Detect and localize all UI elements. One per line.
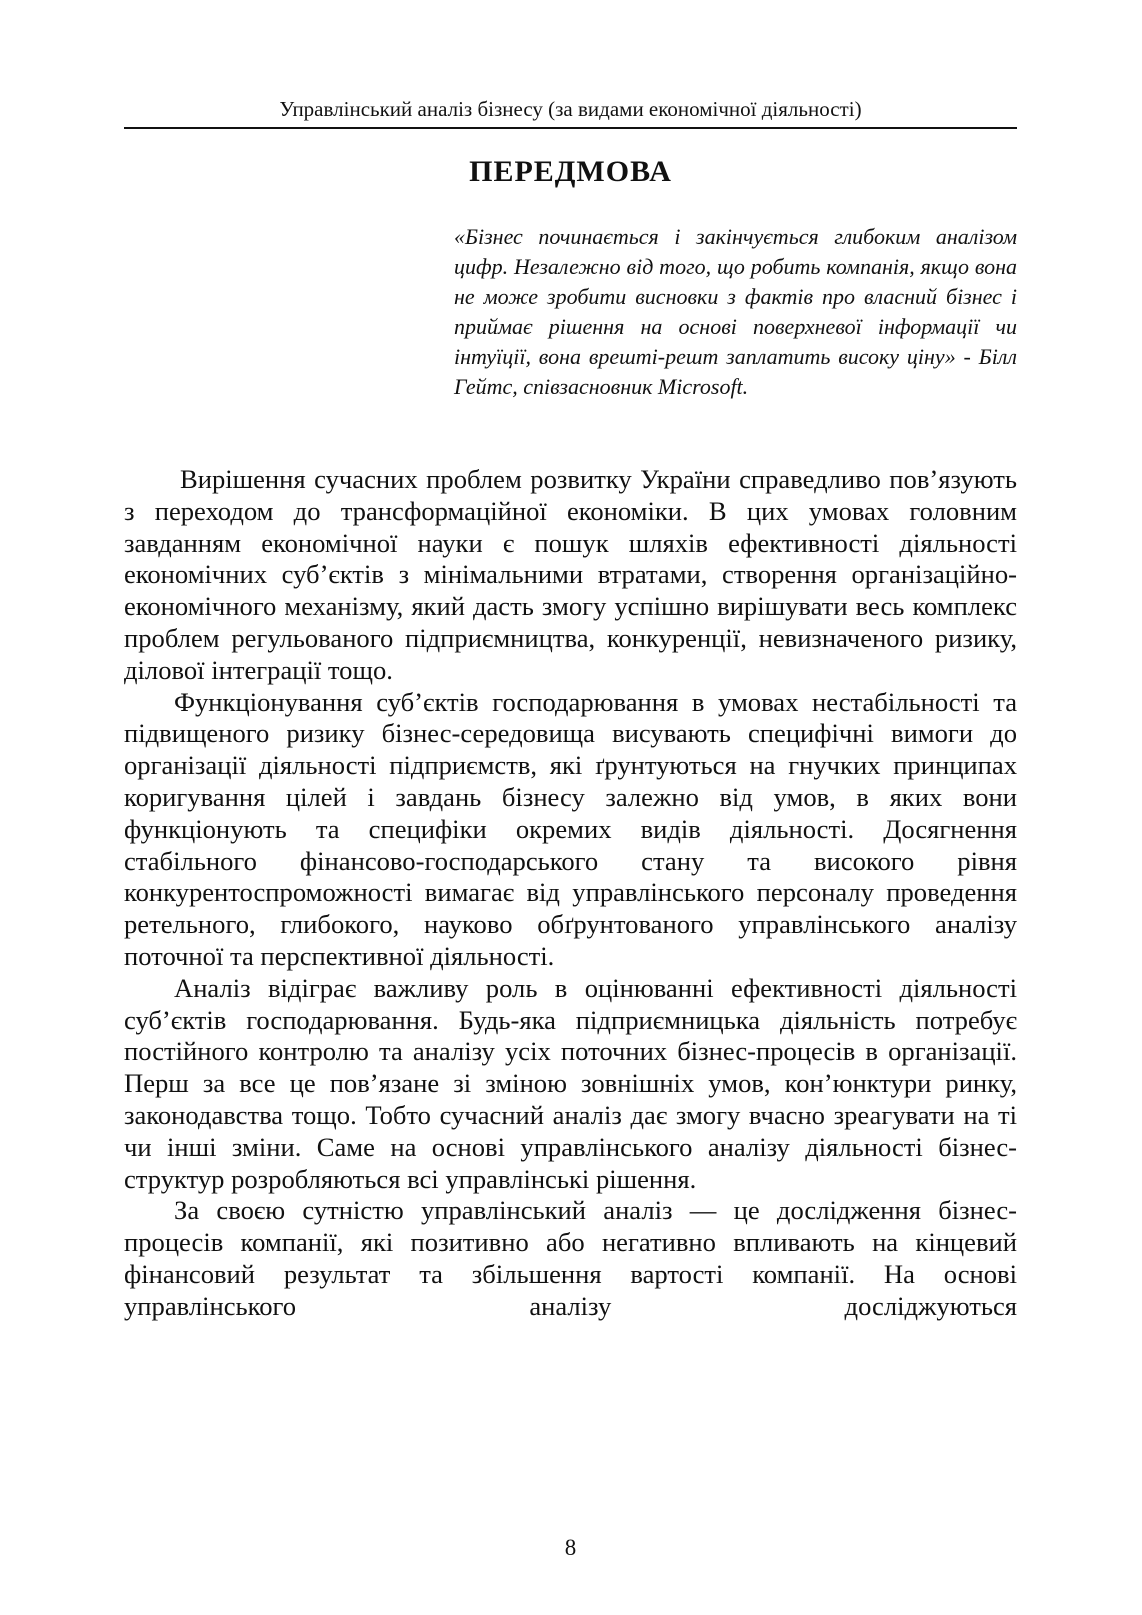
paragraph-2: Функціонування суб’єктів господарювання в умовах нестабільності та підвищеного ризику бізнес-середовища висувають специфічні вимоги до організації діяльності підприємств, які ґрунтуються на гнучких принципах коригування цілей і завдань бізнесу залежно від умов, в яких вони функціонують та специфіки окремих видів діяльності. Досягнення стабільного фінансово-господарського стану та високого рівня конкурентоспроможності вимагає від управлінського персоналу проведення ретельного, глибокого, науково обґрунтованого управлінського аналізу поточної та перспективної діяльності. [124,686,1017,971]
paragraph-1: Вирішення сучасних проблем розвитку України справедливо пов’язують з переходом до трансформаційної економіки. В цих умовах головним завданням економічної науки є пошук шляхів ефективності діяльності економічних суб’єктів з мінімальними втратами, створення організаційно-економічного механізму, який дасть змогу успішно вирішувати весь комплекс проблем регульованого підприємництва, конкуренції, невизначеного ризику, ділової інтеграції тощо. [124,464,1017,685]
paragraph-4: За своєю сутністю управлінський аналіз — це дослідження бізнес-процесів компанії, які позитивно або негативно впливають на кінцевий фінансовий результат та збільшення вартості компанії. На основі управлінського аналізу досліджуються [124,1195,1017,1321]
running-header: Управлінський аналіз бізнесу (за видами економічної діяльності) [124,93,1017,129]
epigraph-quote: «Бізнес починається і закінчується глибоким аналізом цифр. Незалежно від того, що робить компанія, якщо вона не може зробити висновки з фактів про власний бізнес і приймає рішення на основі поверхневої інформації чи інтуїції, вона врешті-решт заплатить високу ціну» - Білл Гейтс, співзасновник Microsoft. [454,224,1017,399]
page-number: 8 [564,1535,577,1560]
body-text [124,464,1017,1323]
chapter-title: ПЕРЕДМОВА [469,155,672,188]
paragraph-3: Аналіз відіграє важливу роль в оцінюванні ефективності діяльності суб’єктів господарювання. Будь-яка підприємницька діяльність потребує постійного контролю та аналізу усіх поточних бізнес-процесів в організації. Перш за все це пов’язане зі зміною зовнішніх умов, кон’юнктури ринку, законодавства тощо. Тобто сучасний аналіз дає змогу вчасно зреагувати на ті чи інші зміни. Саме на основі управлінського аналізу діяльності бізнес-структур розробляються всі управлінські рішення. [124,972,1017,1194]
